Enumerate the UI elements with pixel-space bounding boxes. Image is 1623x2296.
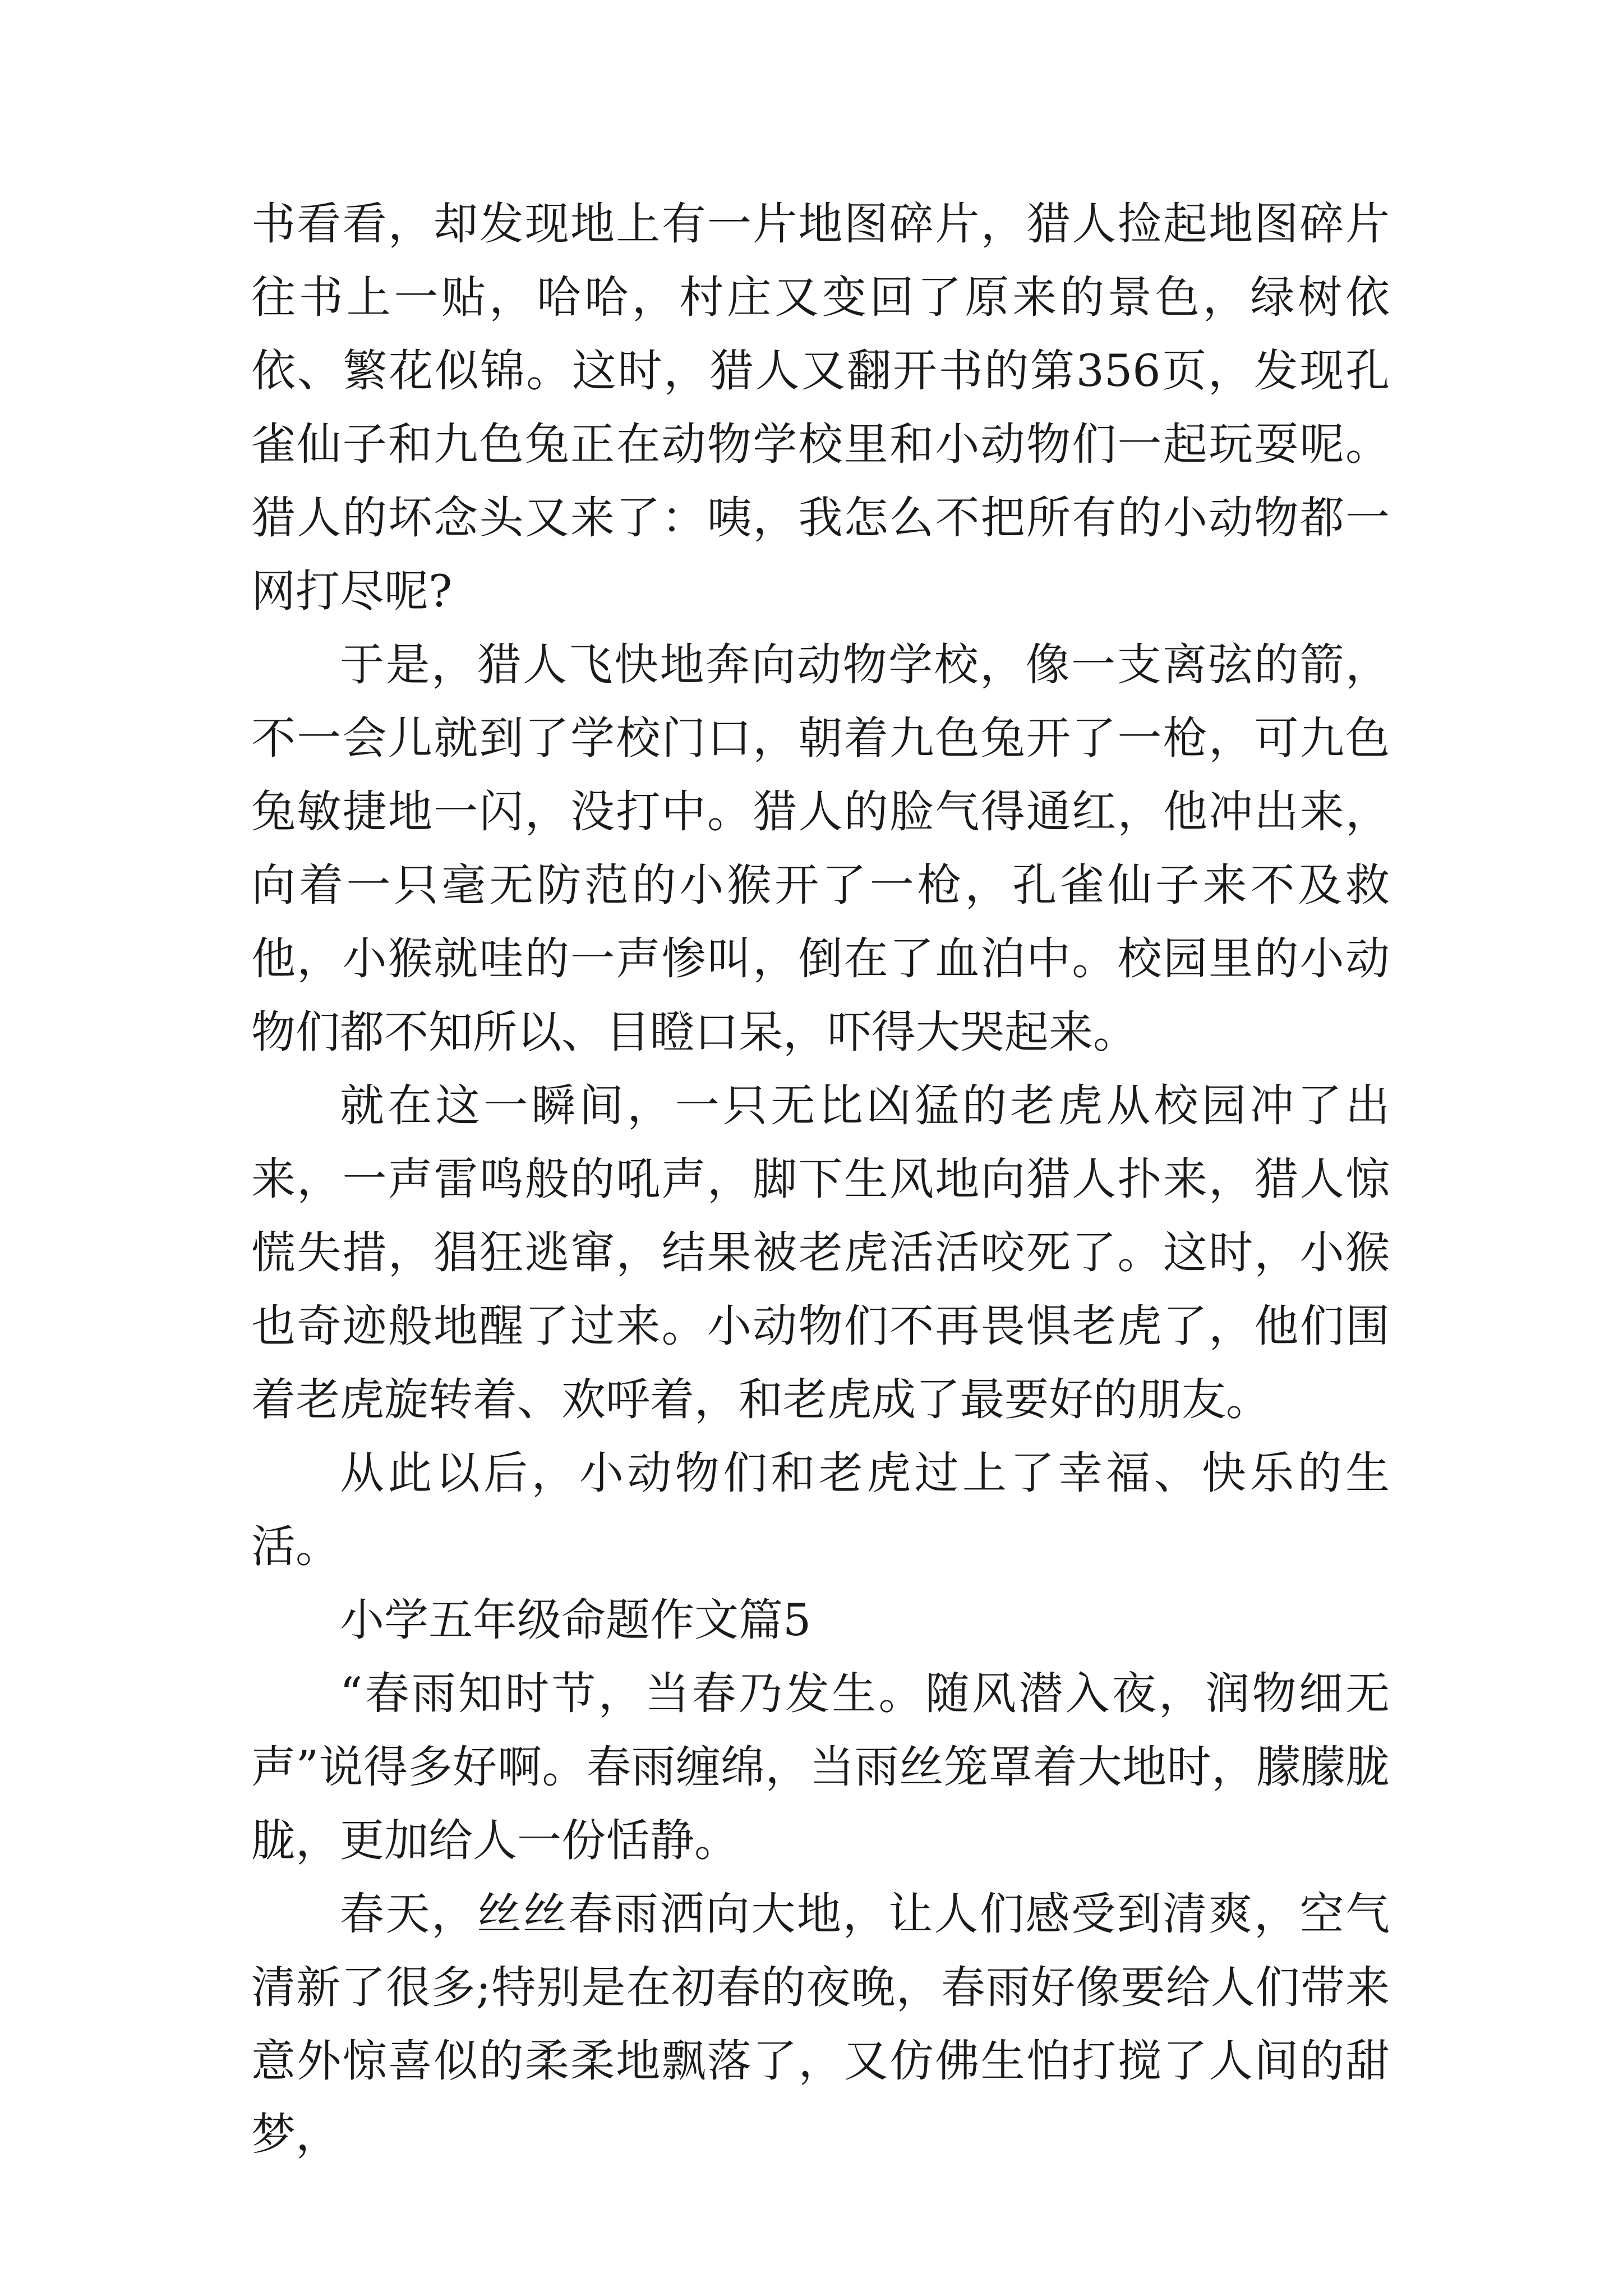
paragraph-3: 就在这一瞬间，一只无比凶猛的老虎从校园冲了出来，一声雷鸣般的吼声，脚下生风地向猎人扑来，猎人惊慌失措，猖狂逃窜，结果被老虎活活咬死了。这时，小猴也奇迹般地醒了过来。小动物们不再畏惧老虎了，他们围着老虎旋转着、欢呼着，和老虎成了最要好的朋友。 xyxy=(251,1080,1390,1425)
paragraph-2: 于是，猎人飞快地奔向动物学校，像一支离弦的箭，不一会儿就到了学校门口，朝着九色兔开了一枪，可九色兔敏捷地一闪，没打中。猎人的脸气得通红，他冲出来，向着一只毫无防范的小猴开了一枪，孔雀仙子来不及救他，小猴就哇的一声惨叫，倒在了血泊中。校园里的小动物们都不知所以、目瞪口呆，吓得大哭起来。 xyxy=(251,639,1390,1058)
document-body xyxy=(251,187,1390,2171)
paragraph-4: 从此以后，小动物们和老虎过上了幸福、快乐的生活。 xyxy=(251,1447,1390,1572)
section-heading: 小学五年级命题作文篇5 xyxy=(340,1594,811,1646)
paragraph-1: 书看看，却发现地上有一片地图碎片，猎人捡起地图碎片往书上一贴，哈哈，村庄又变回了原来的景色，绿树依依、繁花似锦。这时，猎人又翻开书的第356页，发现孔雀仙子和九色兔正在动物学校里和小动物们一起玩耍呢。猎人的坏念头又来了：咦，我怎么不把所有的小动物都一网打尽呢? xyxy=(251,198,1390,617)
paragraph-5: “春雨知时节，当春乃发生。随风潜入夜，润物细无声”说得多好啊。春雨缠绵，当雨丝笼罩着大地时，朦朦胧胧，更加给人一份恬静。 xyxy=(251,1668,1390,1866)
paragraph-6: 春天，丝丝春雨洒向大地，让人们感受到清爽，空气清新了很多;特别是在初春的夜晚，春雨好像要给人们带来意外惊喜似的柔柔地飘落了，又仿佛生怕打搅了人间的甜梦， xyxy=(251,1888,1390,2160)
